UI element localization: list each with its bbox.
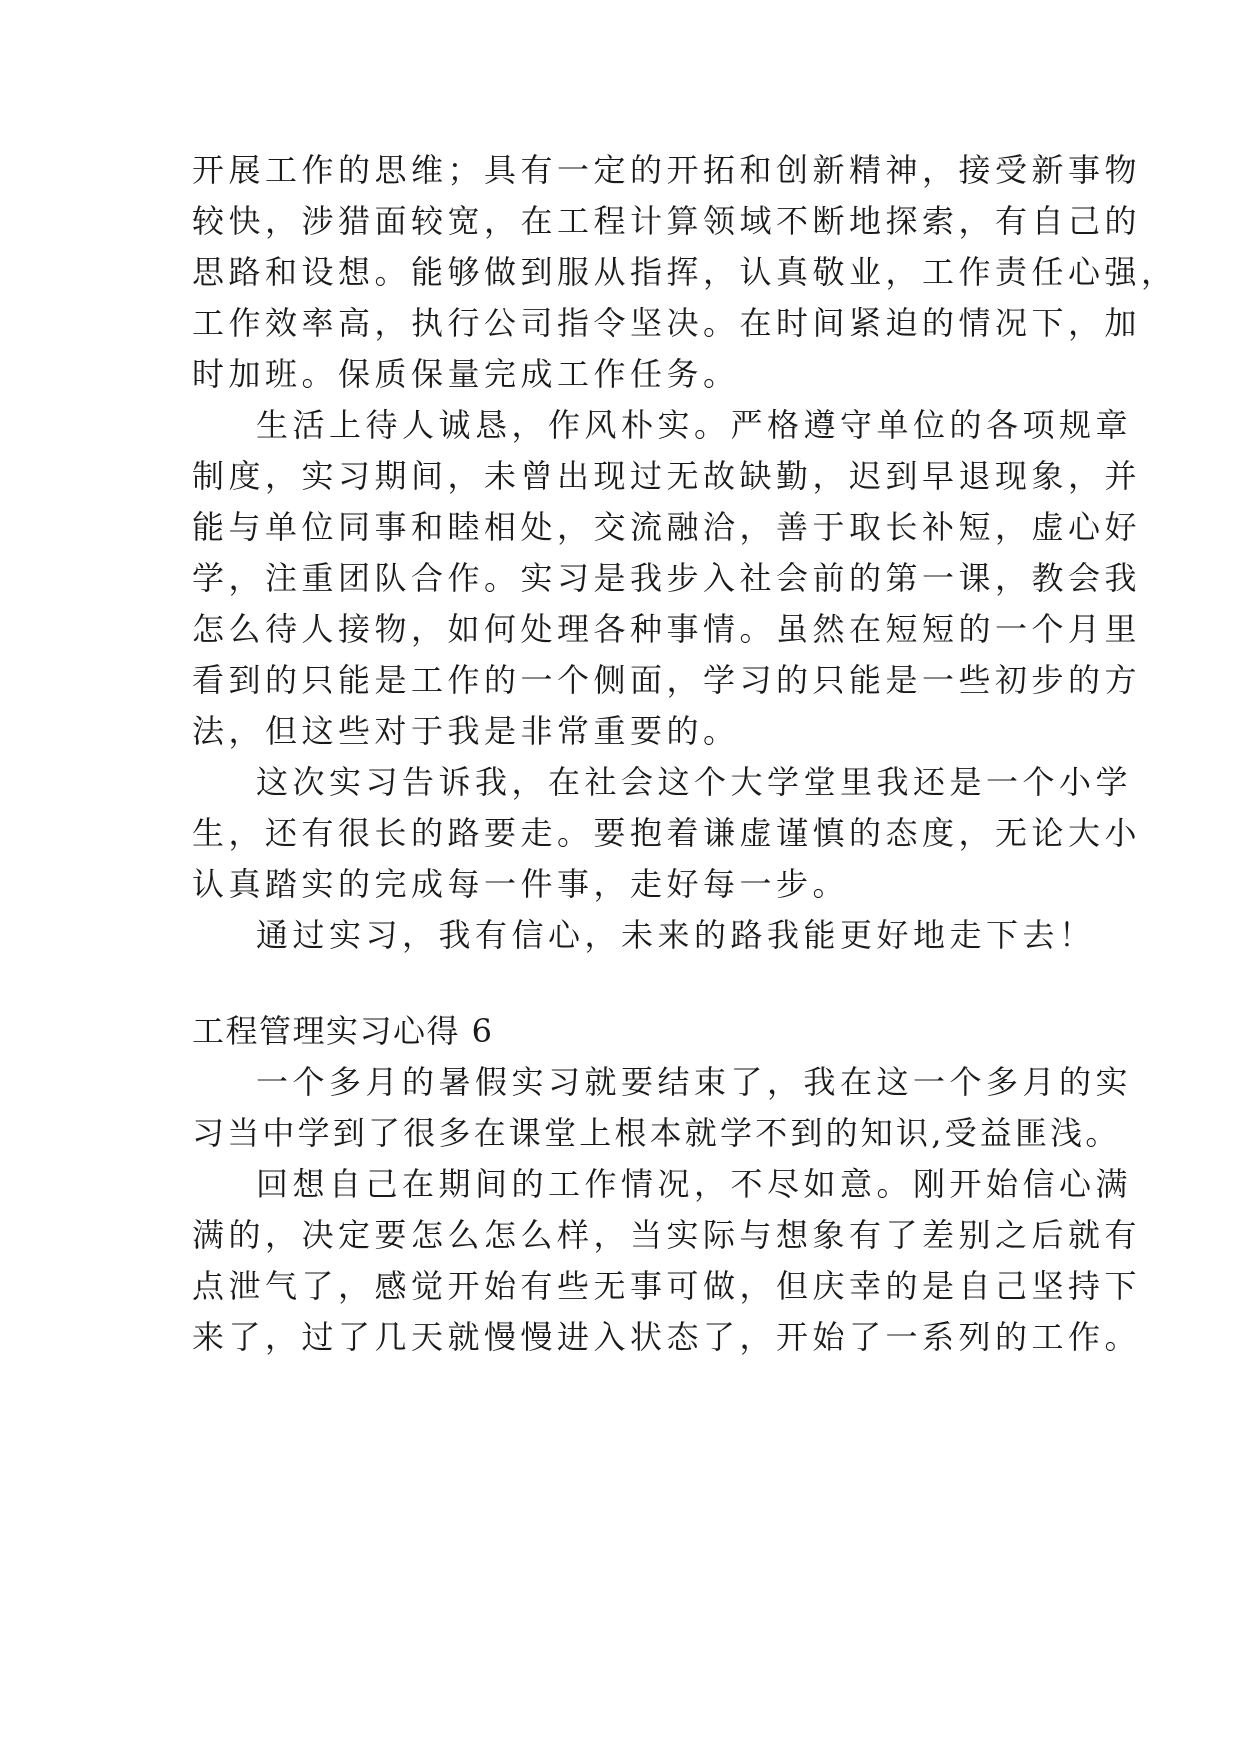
paragraph-2-line-1: 生活上待人诚恳，作风朴实。严格遵守单位的各项规章 xyxy=(256,406,1133,444)
paragraph-2-line-7: 法，但这些对于我是非常重要的。 xyxy=(192,712,740,750)
paragraph-3-line-2: 生，还有很长的路要走。要抱着谦虚谨慎的态度，无论大小 xyxy=(192,814,1142,852)
paragraph-1-line-3: 思路和设想。能够做到服从指挥，认真敬业，工作责任心强， xyxy=(192,253,1178,291)
paragraph-1-line-2: 较快，涉猎面较宽，在工程计算领域不断地探索，有自己的 xyxy=(192,202,1142,240)
paragraph-5-line-1: 一个多月的暑假实习就要结束了，我在这一个多月的实 xyxy=(256,1063,1133,1101)
paragraph-6-line-3: 点泄气了，感觉开始有些无事可做，但庆幸的是自己坚持下 xyxy=(192,1267,1142,1305)
paragraph-2-line-5: 怎么待人接物，如何处理各种事情。虽然在短短的一个月里 xyxy=(192,610,1142,648)
paragraph-2-line-2: 制度，实习期间，未曾出现过无故缺勤，迟到早退现象，并 xyxy=(192,457,1142,495)
paragraph-3-line-3: 认真踏实的完成每一件事，走好每一步。 xyxy=(192,865,850,903)
paragraph-6-line-1: 回想自己在期间的工作情况，不尽如意。刚开始信心满 xyxy=(256,1165,1133,1203)
paragraph-2-line-6: 看到的只能是工作的一个侧面，学习的只能是一些初步的方 xyxy=(192,661,1142,699)
section-heading: 工程管理实习心得 6 xyxy=(192,1012,494,1050)
paragraph-6-line-4: 来了，过了几天就慢慢进入状态了，开始了一系列的工作。 xyxy=(192,1318,1142,1356)
paragraph-4-line-1: 通过实习，我有信心，未来的路我能更好地走下去！ xyxy=(256,916,1096,954)
paragraph-1-line-5: 时加班。保质保量完成工作任务。 xyxy=(192,355,740,393)
paragraph-2-line-3: 能与单位同事和睦相处，交流融洽，善于取长补短，虚心好 xyxy=(192,508,1142,546)
paragraph-6-line-2: 满的，决定要怎么怎么样，当实际与想象有了差别之后就有 xyxy=(192,1216,1142,1254)
paragraph-5-line-2: 习当中学到了很多在课堂上根本就学不到的知识,受益匪浅。 xyxy=(192,1114,1121,1152)
paragraph-3-line-1: 这次实习告诉我，在社会这个大学堂里我还是一个小学 xyxy=(256,763,1133,801)
paragraph-1-line-4: 工作效率高，执行公司指令坚决。在时间紧迫的情况下，加 xyxy=(192,304,1142,342)
paragraph-1-line-1: 开展工作的思维；具有一定的开拓和创新精神，接受新事物 xyxy=(192,151,1142,189)
paragraph-2-line-4: 学，注重团队合作。实习是我步入社会前的第一课，教会我 xyxy=(192,559,1142,597)
